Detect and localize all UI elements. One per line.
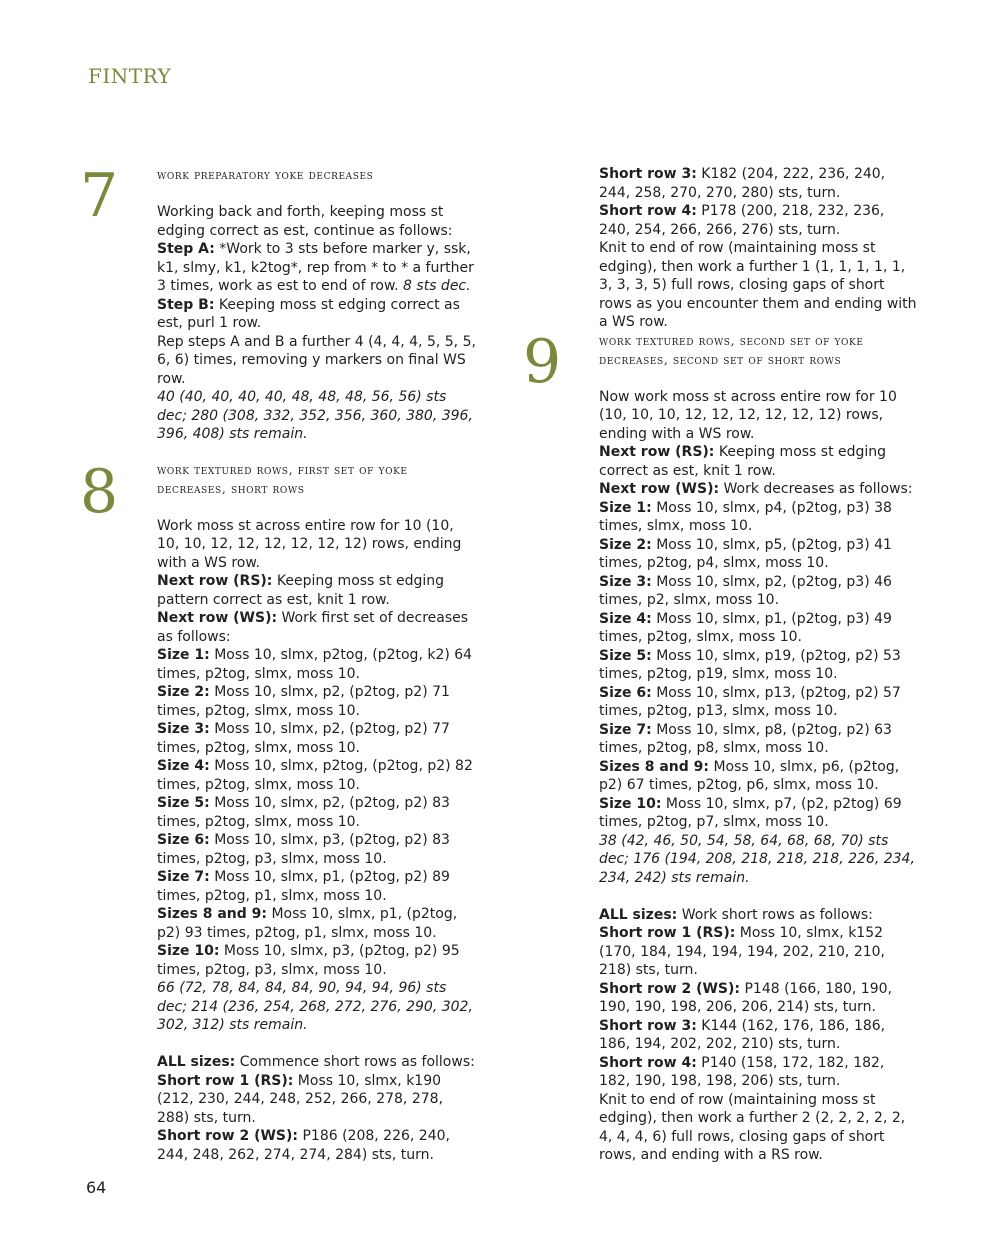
step-9-size: Size 4: Moss 10, slmx, p1, (p2tog, p3) 49 times, p2tog, slmx, moss 10. [599,610,892,645]
step-9-closing: Knit to end of row (maintaining moss st edging), then work a further 2 (2, 2, 2, 2, 2, 4, 4, 4, 6) full rows, closing gaps of short rows, and ending with a RS row. [599,1091,906,1163]
step-7-intro: Working back and forth, keeping moss st edging correct as est, continue as follows: [157,204,453,239]
step-7-repeat: Rep steps A and B a further 4 (4, 4, 4, 5, 5, 5, 6, 6) times, removing y markers on final WS row. [157,333,476,387]
page-number: 64 [86,1178,107,1197]
step-8-block [157,461,477,1164]
step-8-size: Size 5: Moss 10, slmx, p2, (p2tog, p2) 83 times, p2tog, slmx, moss 10. [157,795,450,830]
step-9-size: Size 7: Moss 10, slmx, p8, (p2tog, p2) 63 times, p2tog, p8, slmx, moss 10. [599,721,892,756]
step-8-short-row: Short row 4: P178 (200, 218, 232, 236, 240, 254, 266, 266, 276) sts, turn. [599,203,885,238]
step-9-all-sizes: ALL sizes: Work short rows as follows: [599,906,873,923]
step-8-all-sizes: ALL sizes: Commence short rows as follows: [157,1054,475,1070]
step-9-next-ws: Next row (WS): Work decreases as follows: [599,481,913,497]
step-8-short-row: Short row 3: K182 (204, 222, 236, 240, 244, 258, 270, 270, 280) sts, turn. [599,166,886,201]
step-9-short-row: Short row 2 (WS): P148 (166, 180, 190, 190, 190, 198, 206, 206, 214) sts, turn. [599,980,892,1015]
step-9-result: 38 (42, 46, 50, 54, 58, 64, 68, 68, 70) sts dec; 176 (194, 208, 218, 218, 218, 226, 234, 234, 242) sts remain. [599,832,915,886]
step-7-number: 7 [80,161,119,231]
step-7-result: 40 (40, 40, 40, 40, 48, 48, 48, 56, 56) sts dec; 280 (308, 332, 352, 356, 360, 380, 396, 396, 408) sts remain. [157,389,473,442]
step-9-size: Size 5: Moss 10, slmx, p19, (p2tog, p2) 53 times, p2tog, p19, slmx, moss 10. [599,647,901,682]
step-9-short-row: Short row 4: P140 (158, 172, 182, 182, 182, 190, 198, 198, 206) sts, turn. [599,1054,885,1089]
step-7-step-b: Step B: Keeping moss st edging correct as est, purl 1 row. [157,296,460,331]
step-7-block [157,166,477,444]
step-8-number: 8 [80,457,119,527]
step-9-size: Size 1: Moss 10, slmx, p4, (p2tog, p3) 38 times, slmx, moss 10. [599,499,892,534]
step-8-size: Size 2: Moss 10, slmx, p2, (p2tog, p2) 71 times, p2tog, slmx, moss 10. [157,684,450,719]
step-7-heading: work preparatory yoke decreases [157,167,374,182]
step-8-heading-line1: work textured rows, first set of yoke [157,462,408,477]
step-9-size: Size 2: Moss 10, slmx, p5, (p2tog, p3) 41 times, p2tog, p4, slmx, moss 10. [599,536,892,571]
step-8-heading-line2: decreases, short rows [157,480,305,496]
step-8-short-row: Short row 1 (RS): Moss 10, slmx, k190 (212, 230, 244, 248, 252, 266, 278, 278, 288) sts, turn. [157,1072,443,1126]
step-8-short-row: Short row 2 (WS): P186 (208, 226, 240, 244, 248, 262, 274, 274, 284) sts, turn. [157,1128,450,1163]
step-8-size: Size 4: Moss 10, slmx, p2tog, (p2tog, p2) 82 times, p2tog, slmx, moss 10. [157,758,473,793]
step-8-result: 66 (72, 78, 84, 84, 84, 90, 94, 94, 96) sts dec; 214 (236, 254, 268, 272, 276, 290, 302, 302, 312) sts remain. [157,980,473,1033]
step-8-closing: Knit to end of row (maintaining moss st edging), then work a further 1 (1, 1, 1, 1, 1, 3, 3, 3, 5) full rows, closing gaps of short rows as you encounter them and ending with a WS row. [599,240,917,330]
step-9-next-rs: Next row (RS): Keeping moss st edging correct as est, knit 1 row. [599,444,887,479]
step-7-step-a: Step A: *Work to 3 sts before marker y, ssk, k1, slmy, k1, k2tog*, rep from * to * a further 3 times, work as est to end of row. 8 sts dec. [157,241,474,294]
step-8-size: Size 7: Moss 10, slmx, p1, (p2tog, p2) 89 times, p2tog, p1, slmx, moss 10. [157,869,450,904]
step-9-intro: Now work moss st across entire row for 10 (10, 10, 10, 12, 12, 12, 12, 12, 12) rows, ending with a WS row. [599,388,897,442]
step-9-size: Size 6: Moss 10, slmx, p13, (p2tog, p2) 57 times, p2tog, p13, slmx, moss 10. [599,684,901,719]
step-9-size: Size 10: Moss 10, slmx, p7, (p2, p2tog) 69 times, p2tog, p7, slmx, moss 10. [599,795,902,830]
step-9-short-row: Short row 3: K144 (162, 176, 186, 186, 186, 194, 202, 202, 210) sts, turn. [599,1017,886,1052]
step-8-next-ws: Next row (WS): Work first set of decreases as follows: [157,610,469,645]
running-head-title: FINTRY [88,64,172,88]
step-8-size: Size 6: Moss 10, slmx, p3, (p2tog, p2) 83 times, p2tog, p3, slmx, moss 10. [157,832,450,867]
step-8-next-rs: Next row (RS): Keeping moss st edging pattern correct as est, knit 1 row. [157,573,445,608]
step-9-size: Sizes 8 and 9: Moss 10, slmx, p6, (p2tog, p2) 67 times, p2tog, p6, slmx, moss 10. [599,758,900,793]
step-8-size: Size 10: Moss 10, slmx, p3, (p2tog, p2) 95 times, p2tog, p3, slmx, moss 10. [157,943,460,978]
step-8-size: Sizes 8 and 9: Moss 10, slmx, p1, (p2tog, p2) 93 times, p2tog, p1, slmx, moss 10. [157,906,458,941]
step-9-heading-line2: decreases, second set of short rows [599,351,842,367]
step-9-block [599,332,919,1165]
step-8-continued-block [599,165,919,332]
step-8-size: Size 1: Moss 10, slmx, p2tog, (p2tog, k2) 64 times, p2tog, slmx, moss 10. [157,647,473,682]
step-8-intro: Work moss st across entire row for 10 (10, 10, 10, 12, 12, 12, 12, 12, 12) rows, ending with a WS row. [157,517,462,571]
step-9-short-row: Short row 1 (RS): Moss 10, slmx, k152 (170, 184, 194, 194, 194, 202, 210, 210, 218) sts, turn. [599,925,885,978]
step-9-heading-line1: work textured rows, second set of yoke [599,333,864,348]
step-9-number: 9 [523,327,562,397]
step-9-size: Size 3: Moss 10, slmx, p2, (p2tog, p3) 46 times, p2, slmx, moss 10. [599,573,892,608]
step-8-size: Size 3: Moss 10, slmx, p2, (p2tog, p2) 77 times, p2tog, slmx, moss 10. [157,721,450,756]
